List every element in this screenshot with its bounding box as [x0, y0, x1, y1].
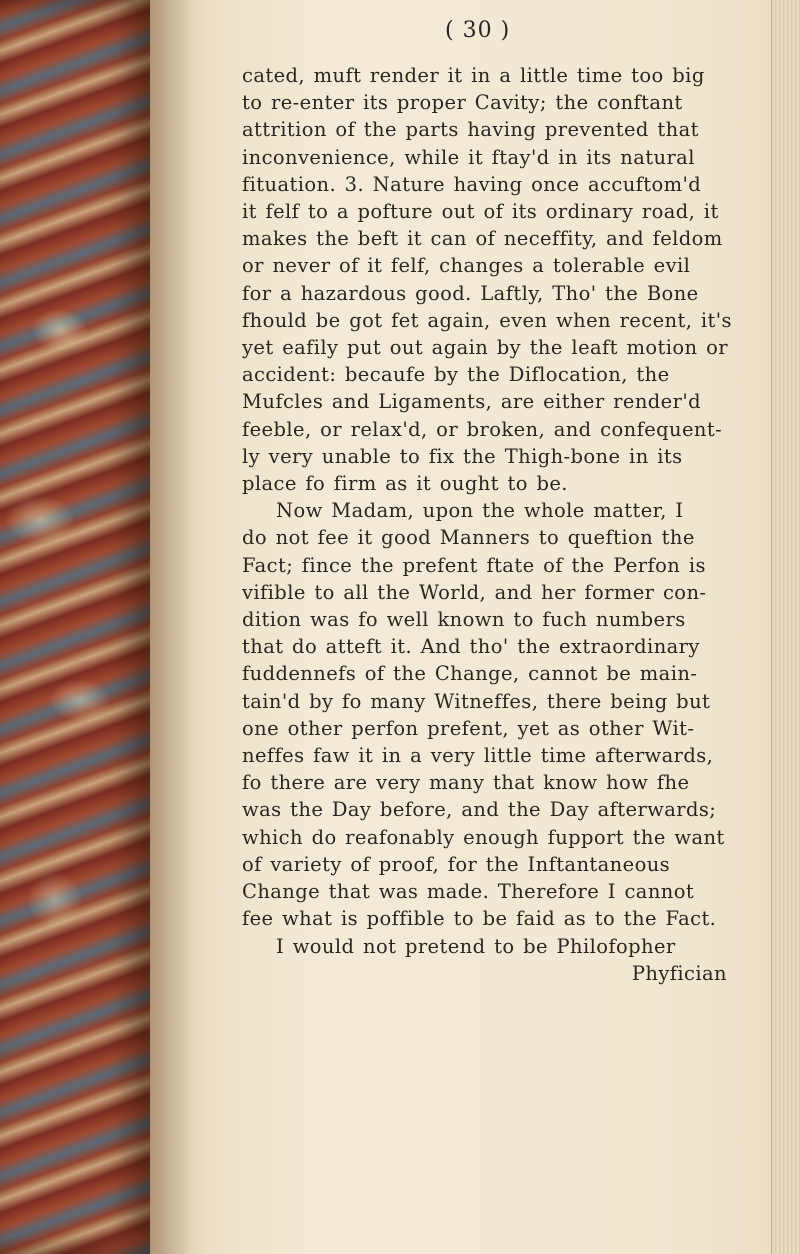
text-line: fee what is poffible to be faid as to the Fact.: [242, 907, 717, 931]
text-line: Mufcles and Ligaments, are either render'd: [242, 390, 701, 414]
text-line: one other perfon prefent, yet as other Wit-: [242, 716, 695, 740]
text-line: fhould be got fet again, even when recent, it's: [242, 308, 732, 332]
text-line: ly very unable to fix the Thigh-bone in its: [242, 444, 683, 468]
text-line: place fo firm as it ought to be.: [242, 472, 568, 496]
text-line: it felf to a pofture out of its ordinary road, it: [242, 200, 719, 224]
text-line: I would not pretend to be Philofopher: [276, 934, 676, 958]
page-edges: [771, 0, 800, 1254]
text-line: fituation. 3. Nature having once accuftom'd: [242, 172, 702, 196]
text-line: inconvenience, while it ftay'd in its natural: [242, 145, 695, 169]
text-line: or never of it felf, changes a tolerable evil: [242, 254, 691, 278]
text-line: vifible to all the World, and her former con-: [242, 580, 707, 604]
text-line: fuddennefs of the Change, cannot be main-: [242, 662, 698, 686]
text-line: cated, muft render it in a little time too big: [242, 64, 705, 87]
text-line: neffes faw it in a very little time afterwards,: [242, 744, 714, 768]
text-line: that do atteft it. And tho' the extraordinary: [242, 635, 700, 659]
text-line: do not fee it good Manners to queftion the: [242, 526, 695, 550]
text-line: yet eafily put out again by the leaft motion or: [242, 336, 728, 360]
text-line: attrition of the parts having prevented that: [242, 118, 699, 142]
text-line: accident: becaufe by the Diflocation, the: [242, 363, 670, 387]
text-line: Phyfician: [631, 961, 727, 985]
text-line: Fact; fince the prefent ftate of the Perfon is: [242, 553, 706, 577]
text-line: makes the beft it can of neceffity, and feldom: [242, 227, 723, 251]
marbled-endpaper: [0, 0, 150, 1254]
text-line: fo there are very many that know how fhe: [242, 771, 690, 795]
page-number: ( 30 ): [445, 18, 511, 43]
text-line: Now Madam, upon the whole matter, I: [276, 499, 684, 523]
text-line: dition was fo well known to fuch numbers: [242, 608, 686, 632]
text-line: which do reafonably enough fupport the want: [242, 825, 725, 849]
text-line: tain'd by fo many Witneffes, there being but: [242, 689, 711, 713]
text-line: to re-enter its proper Cavity; the conftant: [242, 91, 683, 115]
text-line: of variety of proof, for the Inftantaneous: [242, 852, 671, 876]
body-text: [242, 62, 767, 987]
text-line: for a hazardous good. Laftly, Tho' the Bone: [242, 281, 699, 305]
text-line: Change that was made. Therefore I cannot: [242, 880, 695, 904]
text-line: feeble, or relax'd, or broken, and confequent-: [242, 417, 723, 441]
text-line: was the Day before, and the Day afterwards;: [242, 798, 717, 822]
